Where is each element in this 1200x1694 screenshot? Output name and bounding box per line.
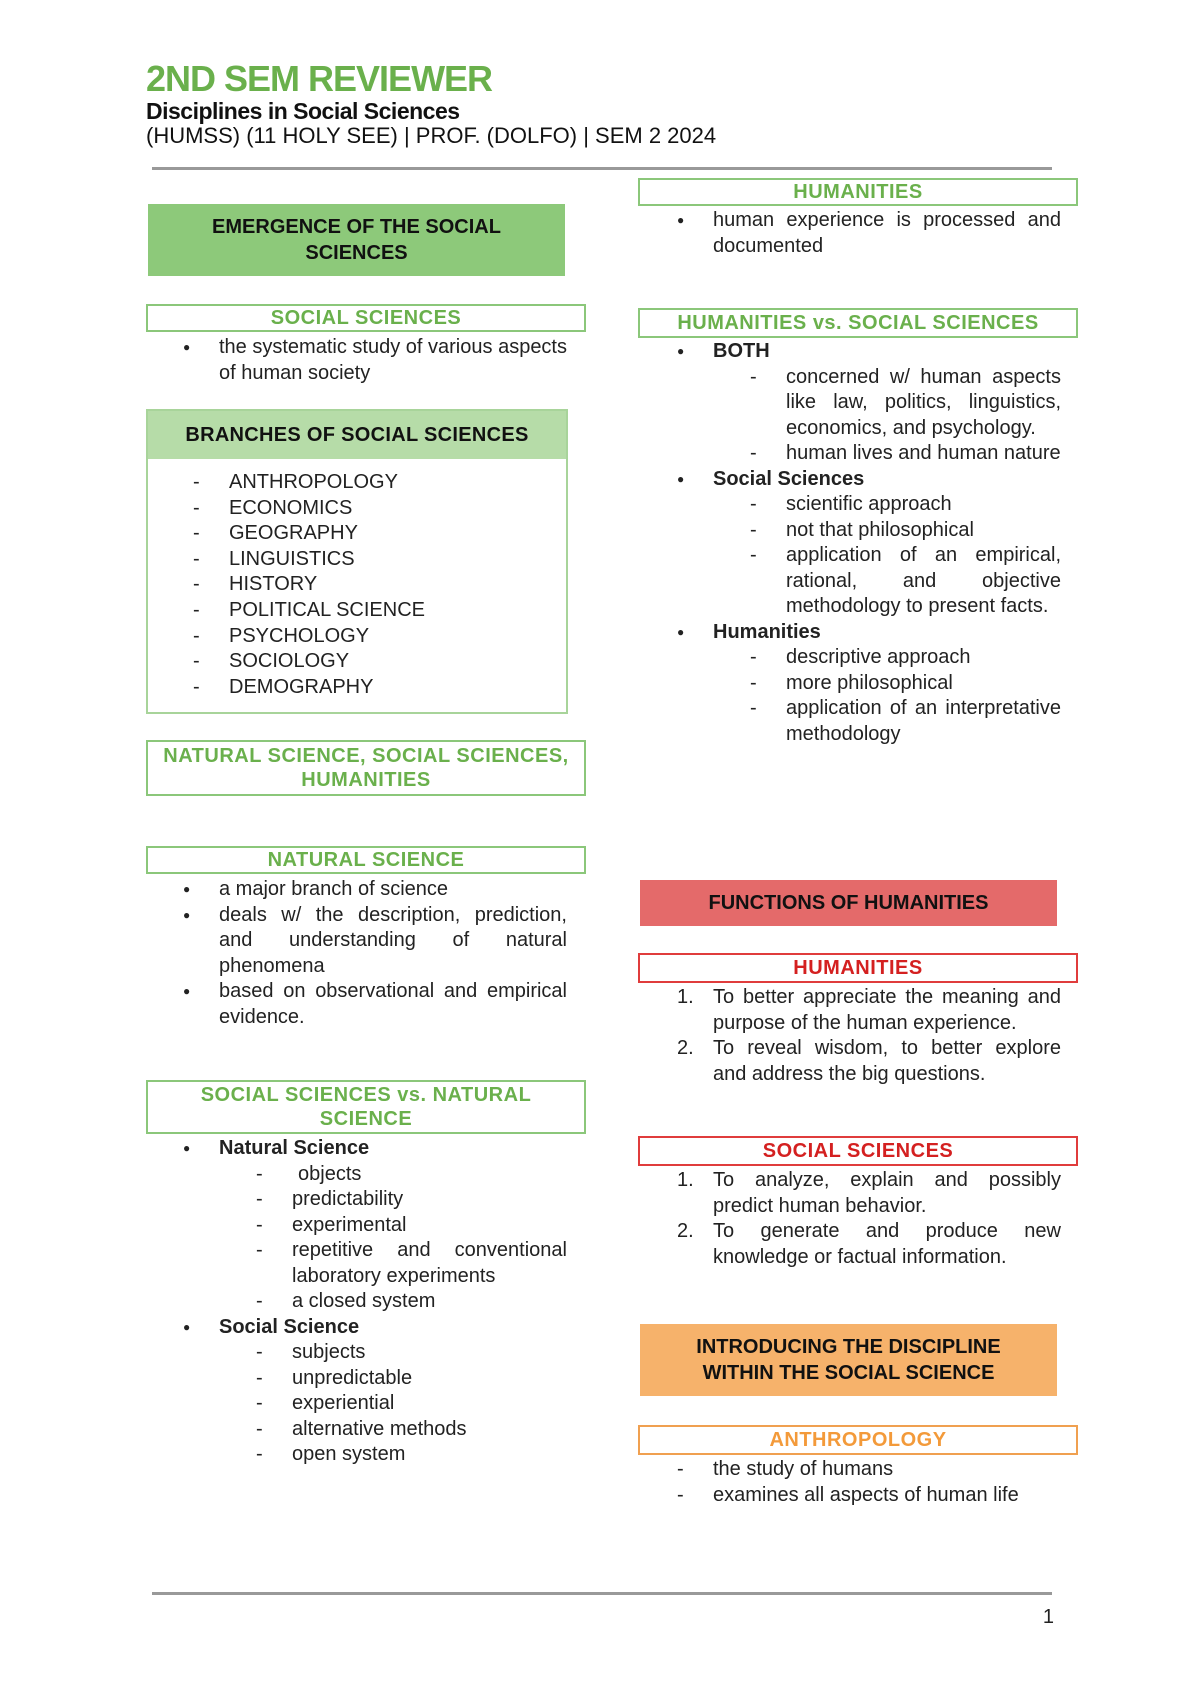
natural-science-sublist [292,1162,567,1315]
list-item: - application of an interpretative methodology [786,696,1061,747]
list-item: - the study of humans [713,1457,1073,1483]
list-item: - open system [292,1442,567,1468]
list-item: - repetitive and conventional laboratory experiments [292,1238,567,1289]
page-subtitle: Disciplines in Social Sciences [146,98,460,124]
social-sciences-heading: SOCIAL SCIENCES [146,304,586,332]
natural-science-list [219,877,567,1030]
list-item: ● based on observational and empirical evidence. [219,979,567,1030]
list-item: - alternative methods [292,1417,567,1443]
humanities-list [713,208,1061,259]
anthropology-list [713,1457,1073,1508]
hum-vs-ss-list [713,339,1061,747]
list-item: - not that philosophical [786,518,1061,544]
natural-science-heading: NATURAL SCIENCE [146,846,586,874]
list-item: 1. To analyze, explain and possibly predict human behavior. [677,1169,1061,1217]
list-item: - GEOGRAPHY [229,521,549,547]
ss-vs-ns-list [219,1136,567,1468]
list-item: - a closed system [292,1289,567,1315]
func-social-heading: SOCIAL SCIENCES [638,1136,1078,1166]
list-item: 2. To reveal wisdom, to better explore and address the big questions. [677,1037,1061,1085]
list-item: - ECONOMICS [229,496,549,522]
list-item: - PSYCHOLOGY [229,624,549,650]
list-item: - ANTHROPOLOGY [229,470,549,496]
list-item: - LINGUISTICS [229,547,549,573]
group-label-natural-science: ● Natural Science [219,1136,567,1162]
list-item: ● the systematic study of various aspects of human society [219,335,567,386]
anthropology-heading: ANTHROPOLOGY [638,1425,1078,1455]
list-item: - application of an empirical, rational, and objective methodology to present facts. [786,543,1061,620]
page-title: 2ND SEM REVIEWER [146,58,493,99]
ss-vs-ns-heading: SOCIAL SCIENCES vs. NATURAL SCIENCE [146,1080,586,1134]
list-item: - SOCIOLOGY [229,649,549,675]
list-item: ● deals w/ the description, prediction, and understanding of natural phenomena [219,903,567,980]
list-item: - DEMOGRAPHY [229,675,549,701]
list-item: - scientific approach [786,492,1061,518]
list-item: - HISTORY [229,572,549,598]
header-divider [152,167,1052,170]
page-number: 1 [1042,1606,1054,1628]
list-item: - experimental [292,1213,567,1239]
sub-list [786,645,1061,747]
list-item: - human lives and human nature [786,441,1061,467]
humanities-sublist [786,645,1061,747]
list-item: - predictability [292,1187,567,1213]
list-item: - more philosophical [786,671,1061,697]
emergence-heading: EMERGENCE OF THE SOCIAL SCIENCES [148,204,565,276]
sub-list [786,365,1061,467]
humanities-heading: HUMANITIES [638,178,1078,206]
social-sciences-sublist [786,492,1061,620]
group-label-social-science: ● Social Science [219,1315,567,1341]
list-item: 1. To better appreciate the meaning and purpose of the human experience. [677,986,1061,1034]
hum-vs-ss-heading: HUMANITIES vs. SOCIAL SCIENCES [638,308,1078,338]
introducing-heading: INTRODUCING THE DISCIPLINE WITHIN THE SOCIAL SCIENCE [640,1324,1057,1396]
social-sciences-list [219,335,567,386]
nat-soc-hum-heading: NATURAL SCIENCE, SOCIAL SCIENCES, HUMANITIES [146,740,586,796]
group-label-humanities: ● Humanities [713,620,1061,646]
func-humanities-heading: HUMANITIES [638,953,1078,983]
list-item: - POLITICAL SCIENCE [229,598,549,624]
list-item: - subjects [292,1340,567,1366]
branches-heading: BRANCHES OF SOCIAL SCIENCES [148,411,566,459]
list-item: 2. To generate and produce new knowledge or factual information. [677,1220,1061,1268]
list-item: ● human experience is processed and documented [713,208,1061,259]
sub-list [786,492,1061,620]
functions-heading: FUNCTIONS OF HUMANITIES [640,880,1057,926]
func-humanities-list [677,985,1061,1087]
func-social-list [677,1168,1061,1270]
sub-list [292,1162,567,1315]
sub-list [292,1340,567,1468]
footer-divider [152,1592,1052,1595]
social-science-sublist [292,1340,567,1468]
branches-list [229,470,549,700]
list-item: - unpredictable [292,1366,567,1392]
list-item: - concerned w/ human aspects like law, politics, linguistics, economics, and psychology. [786,365,1061,442]
both-sublist [786,365,1061,467]
group-label-both: ● BOTH [713,339,1061,365]
list-item: ● a major branch of science [219,877,567,903]
list-item: - examines all aspects of human life [713,1483,1073,1509]
list-item: - descriptive approach [786,645,1061,671]
list-item: - objects [292,1162,567,1188]
group-label-social-sciences: ● Social Sciences [713,467,1061,493]
list-item: - experiential [292,1391,567,1417]
page-meta: (HUMSS) (11 HOLY SEE) | PROF. (DOLFO) | SEM 2 2024 [146,123,717,148]
